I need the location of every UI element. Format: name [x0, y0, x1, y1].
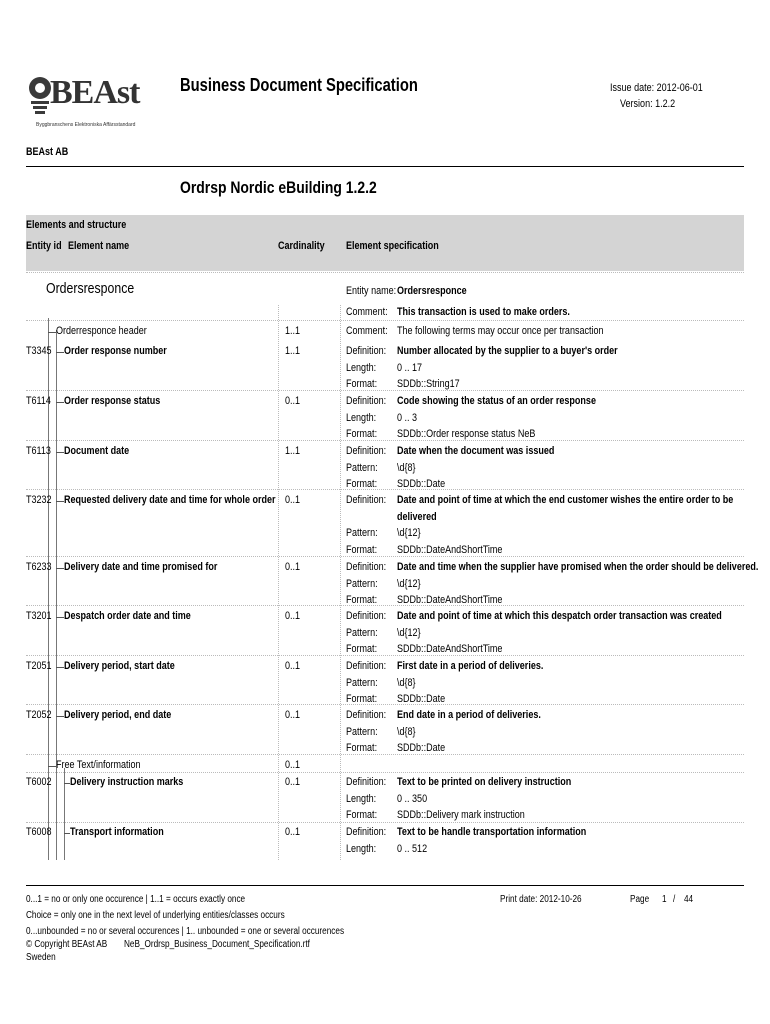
row-separator — [26, 390, 744, 391]
spec-label: Definition: — [346, 610, 387, 622]
element-name: Order response number — [64, 345, 167, 357]
spec-label: Length: — [346, 362, 377, 374]
issue-date: Issue date: 2012-06-01 — [610, 82, 703, 94]
spec-value: \d{8} — [397, 726, 416, 738]
row-separator — [26, 556, 744, 557]
footer-page-separator: / — [673, 894, 676, 905]
spec-value: SDDb::String17 — [397, 378, 460, 390]
company-name: BEAst AB — [26, 146, 69, 158]
spec-label: Definition: — [346, 445, 387, 457]
spec-label: Pattern: — [346, 527, 378, 539]
entity-id: T3232 — [26, 494, 52, 506]
cardinality: 0..1 — [285, 709, 301, 721]
element-name: Delivery period, start date — [64, 660, 175, 672]
footer-legend-1: 0...1 = no or only one occurence | 1..1 = occurs exactly once — [26, 894, 246, 905]
cardinality: 1..1 — [285, 325, 301, 337]
header-divider — [26, 166, 744, 167]
spec-value: SDDb::Date — [397, 478, 446, 490]
spec-label: Pattern: — [346, 578, 378, 590]
entity-id: T2052 — [26, 709, 52, 721]
element-name: Order response status — [64, 395, 161, 407]
spec-value: SDDb::Order response status NeB — [397, 428, 536, 440]
root-entity-name: Ordersresponce — [46, 280, 135, 297]
spec-value: Date and time when the supplier have promised when the order should be delivered. — [397, 561, 759, 573]
element-name: Orderresponce header — [56, 325, 147, 337]
tree-branch — [56, 568, 64, 569]
tree-branch — [56, 352, 64, 353]
cardinality: 0..1 — [285, 395, 301, 407]
logo-text: BEAst — [50, 74, 140, 111]
cardinality: 0..1 — [285, 826, 301, 838]
spec-value: Number allocated by the supplier to a buyer's order — [397, 345, 618, 357]
spec-value: \d{12} — [397, 627, 421, 639]
col-entity-id: Entity id — [26, 240, 62, 252]
spec-label: Definition: — [346, 826, 387, 838]
spec-label: Length: — [346, 793, 377, 805]
spec-label: Length: — [346, 843, 377, 855]
spec-value: Date and point of time at which the end customer wishes the entire order to be — [397, 494, 734, 506]
cardinality: 0..1 — [285, 776, 301, 788]
element-name: Transport information — [70, 826, 164, 838]
spec-value: 0 .. 17 — [397, 362, 423, 374]
entity-id: T6113 — [26, 445, 51, 457]
cardinality: 1..1 — [285, 345, 301, 357]
tree-line — [64, 768, 65, 860]
spec-label: Comment: — [346, 325, 388, 337]
row-separator — [26, 772, 744, 773]
footer-filename: NeB_Ordrsp_Business_Document_Specification.rtf — [124, 939, 310, 950]
column-divider — [340, 305, 341, 860]
tree-branch — [56, 667, 64, 668]
spec-label: Pattern: — [346, 462, 378, 474]
row-separator — [26, 822, 744, 823]
row-separator — [26, 754, 744, 755]
row-separator — [26, 605, 744, 606]
cardinality: 0..1 — [285, 660, 301, 672]
root-comment-value: This transaction is used to make orders. — [397, 306, 570, 318]
spec-label: Format: — [346, 809, 378, 821]
spec-value: \d{12} — [397, 578, 421, 590]
spec-value: delivered — [397, 511, 437, 523]
element-name: Requested delivery date and time for whole order — [64, 494, 276, 506]
spec-value: First date in a period of deliveries. — [397, 660, 544, 672]
col-element-spec: Element specification — [346, 240, 439, 252]
section-heading: Elements and structure — [26, 219, 127, 231]
spec-value: \d{12} — [397, 527, 421, 539]
spec-label: Format: — [346, 428, 378, 440]
spec-label: Definition: — [346, 345, 387, 357]
spec-value: SDDb::DateAndShortTime — [397, 643, 503, 655]
row-separator — [26, 440, 744, 441]
root-entity-label: Entity name: — [346, 285, 397, 297]
row-separator — [26, 320, 744, 321]
entity-id: T6114 — [26, 395, 51, 407]
element-name: Document date — [64, 445, 130, 457]
spec-label: Definition: — [346, 709, 387, 721]
element-name: Despatch order date and time — [64, 610, 191, 622]
element-name: Free Text/information — [56, 759, 141, 771]
spec-value: SDDb::DateAndShortTime — [397, 544, 503, 556]
spec-value: Code showing the status of an order response — [397, 395, 596, 407]
column-divider — [278, 305, 279, 860]
spec-value: SDDb::Date — [397, 742, 446, 754]
tree-branch — [56, 617, 64, 618]
entity-id: T6233 — [26, 561, 52, 573]
document-title: Ordrsp Nordic eBuilding 1.2.2 — [180, 178, 377, 197]
tree-branch — [48, 332, 56, 333]
spec-label: Length: — [346, 412, 377, 424]
version: Version: 1.2.2 — [620, 98, 676, 110]
logo-subtext: Byggbranschens Elektroniska Affärsstandard — [36, 122, 136, 128]
entity-id: T3201 — [26, 610, 52, 622]
cardinality: 0..1 — [285, 561, 301, 573]
spec-value: SDDb::Date — [397, 693, 446, 705]
entity-id: T2051 — [26, 660, 52, 672]
footer-legend-3: 0...unbounded = no or several occurences | 1.. unbounded = one or several occurences — [26, 926, 345, 937]
spec-label: Definition: — [346, 561, 387, 573]
spec-value: \d{8} — [397, 677, 416, 689]
spec-value: 0 .. 3 — [397, 412, 418, 424]
tree-branch — [48, 766, 56, 767]
spec-value: SDDb::Delivery mark instruction — [397, 809, 525, 821]
cardinality: 0..1 — [285, 759, 301, 771]
spec-value: 0 .. 350 — [397, 793, 428, 805]
element-name: Delivery instruction marks — [70, 776, 184, 788]
cardinality: 0..1 — [285, 610, 301, 622]
spec-label: Pattern: — [346, 726, 378, 738]
spec-value: Date and point of time at which this despatch order transaction was created — [397, 610, 722, 622]
col-element-name: Element name — [68, 240, 130, 252]
footer-page-label: Page — [630, 894, 650, 905]
spec-label: Pattern: — [346, 677, 378, 689]
entity-id: T3345 — [26, 345, 52, 357]
page-title: Business Document Specification — [180, 75, 418, 95]
spec-label: Format: — [346, 693, 378, 705]
col-cardinality: Cardinality — [278, 240, 325, 252]
spec-label: Format: — [346, 742, 378, 754]
spec-label: Format: — [346, 544, 378, 556]
spec-label: Format: — [346, 478, 378, 490]
tree-branch — [56, 501, 64, 502]
footer-country: Sweden — [26, 952, 56, 963]
element-name: Delivery date and time promised for — [64, 561, 218, 573]
tree-line — [56, 330, 57, 860]
spec-value: The following terms may occur once per transaction — [397, 325, 604, 337]
footer-legend-2: Choice = only one in the next level of underlying entities/classes occurs — [26, 910, 285, 921]
spec-value: Date when the document was issued — [397, 445, 555, 457]
spec-value: SDDb::DateAndShortTime — [397, 594, 503, 606]
tree-branch — [56, 402, 64, 403]
cardinality: 0..1 — [285, 494, 301, 506]
spec-label: Definition: — [346, 776, 387, 788]
spec-label: Pattern: — [346, 627, 378, 639]
spec-label: Format: — [346, 378, 378, 390]
cardinality: 1..1 — [285, 445, 301, 457]
row-separator — [26, 489, 744, 490]
spec-value: 0 .. 512 — [397, 843, 428, 855]
spec-label: Definition: — [346, 660, 387, 672]
row-separator — [26, 655, 744, 656]
row-separator — [26, 704, 744, 705]
spec-label: Definition: — [346, 494, 387, 506]
footer-copyright: © Copyright BEAst AB — [26, 939, 108, 950]
root-comment-label: Comment: — [346, 306, 388, 318]
tree-branch — [56, 716, 64, 717]
beast-logo — [26, 68, 146, 134]
footer-page-total: 44 — [684, 894, 694, 905]
row-separator — [26, 272, 744, 273]
tree-branch — [56, 452, 64, 453]
spec-label: Format: — [346, 594, 378, 606]
spec-label: Definition: — [346, 395, 387, 407]
root-entity-value: Ordersresponce — [397, 285, 467, 297]
footer-page-number: 1 — [662, 894, 667, 905]
entity-id: T6008 — [26, 826, 52, 838]
spec-value: Text to be printed on delivery instruction — [397, 776, 572, 788]
spec-value: Text to be handle transportation information — [397, 826, 587, 838]
spec-label: Format: — [346, 643, 378, 655]
spec-value: End date in a period of deliveries. — [397, 709, 541, 721]
spec-value: \d{8} — [397, 462, 416, 474]
footer-print-date: Print date: 2012-10-26 — [500, 894, 582, 905]
footer-divider — [26, 885, 744, 886]
entity-id: T6002 — [26, 776, 52, 788]
element-name: Delivery period, end date — [64, 709, 172, 721]
